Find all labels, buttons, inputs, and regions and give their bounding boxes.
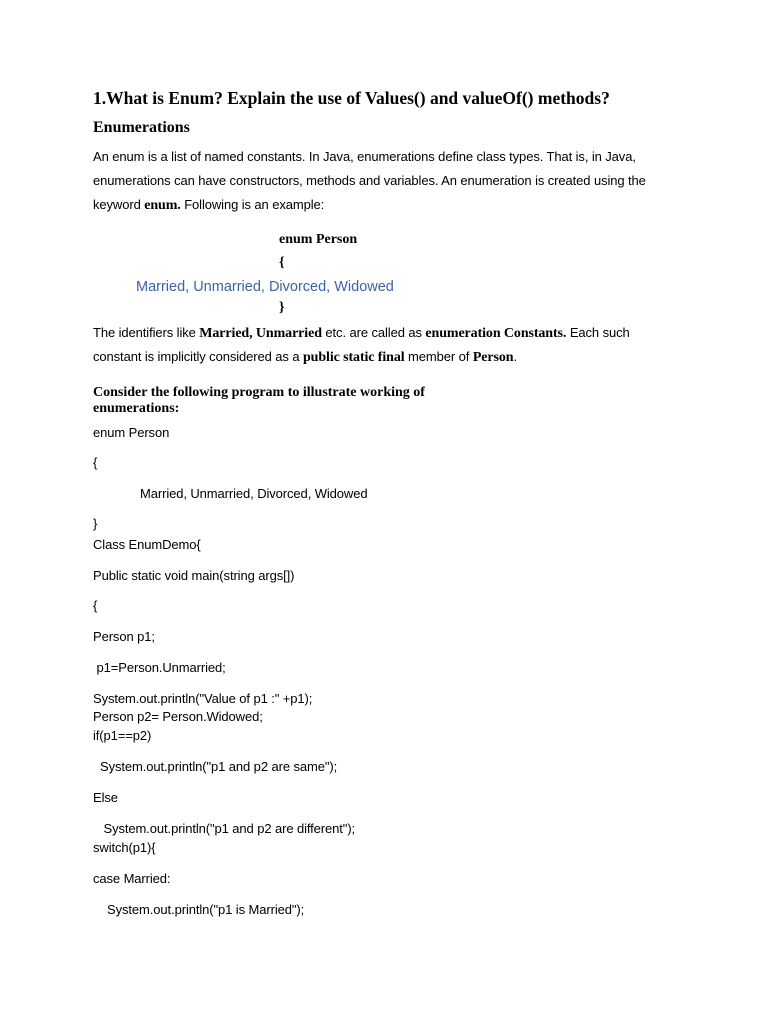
code-line: { bbox=[93, 455, 98, 470]
identifiers-text: member of bbox=[404, 349, 473, 364]
identifiers-bold: Person bbox=[472, 350, 514, 365]
keyword-enum: enum. bbox=[144, 198, 181, 213]
identifiers-line-1 bbox=[93, 325, 630, 342]
code-line: Person p2= Person.Widowed; bbox=[93, 709, 263, 724]
identifiers-text: Each such bbox=[566, 325, 630, 340]
example-constants: Married, Unmarried, Divorced, Widowed bbox=[136, 279, 394, 295]
identifiers-bold: Married, Unmarried bbox=[199, 326, 322, 341]
code-line: Person p1; bbox=[93, 629, 155, 644]
code-line: if(p1==p2) bbox=[93, 728, 152, 743]
identifiers-text: constant is implicitly considered as a bbox=[93, 349, 303, 364]
code-line: System.out.println("Value of p1 :" +p1); bbox=[93, 691, 313, 706]
identifiers-line-2 bbox=[93, 349, 517, 366]
intro-text: Following is an example: bbox=[180, 197, 325, 212]
example-declaration: enum Person bbox=[279, 232, 358, 247]
consider-line-1: Consider the following program to illustrate working of bbox=[93, 385, 425, 400]
code-line: System.out.println("p1 and p2 are same"); bbox=[93, 759, 338, 774]
code-line: System.out.println("p1 is Married"); bbox=[93, 902, 305, 917]
identifiers-text: etc. are called as bbox=[321, 325, 426, 340]
intro-line-1: An enum is a list of named constants. In Java, enumerations define class types. That is, in Java, bbox=[93, 149, 636, 164]
identifiers-text: . bbox=[513, 349, 517, 364]
code-line: switch(p1){ bbox=[93, 840, 156, 855]
code-line: Else bbox=[93, 790, 118, 805]
code-line: enum Person bbox=[93, 425, 170, 440]
code-line: } bbox=[93, 516, 98, 531]
intro-line-3 bbox=[93, 197, 324, 214]
identifiers-bold: public static final bbox=[302, 350, 405, 365]
example-open-brace: { bbox=[279, 255, 285, 270]
consider-line-2: enumerations: bbox=[93, 401, 180, 416]
consider-heading bbox=[93, 385, 425, 417]
code-line: case Married: bbox=[93, 871, 171, 886]
code-line: p1=Person.Unmarried; bbox=[93, 660, 226, 675]
code-line: { bbox=[93, 598, 98, 613]
code-line: System.out.println("p1 and p2 are different"); bbox=[93, 821, 356, 836]
intro-text: keyword bbox=[93, 197, 145, 212]
code-line: Public static void main(string args[]) bbox=[93, 568, 295, 583]
section-heading: Enumerations bbox=[93, 119, 190, 136]
code-line: Class EnumDemo{ bbox=[93, 537, 201, 552]
intro-line-2: enumerations can have constructors, methods and variables. An enumeration is created using the bbox=[93, 173, 646, 188]
identifiers-text: The identifiers like bbox=[93, 325, 200, 340]
code-line: Married, Unmarried, Divorced, Widowed bbox=[140, 486, 368, 501]
question-title: 1.What is Enum? Explain the use of Values() and valueOf() methods? bbox=[93, 88, 610, 108]
example-close-brace: } bbox=[279, 300, 285, 315]
identifiers-bold: enumeration Constants. bbox=[425, 326, 567, 341]
